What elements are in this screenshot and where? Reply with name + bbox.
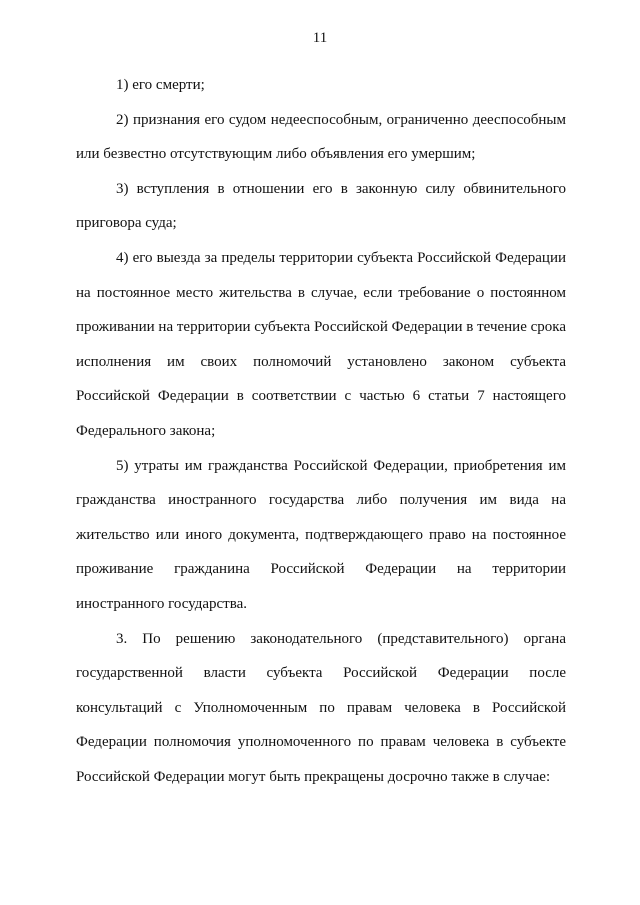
page-number: 11 bbox=[312, 30, 328, 46]
paragraph-item-3-conviction: 3) вступления в отношении его в законную силу обвинительного приговора суда; bbox=[76, 180, 566, 232]
document-body bbox=[76, 68, 566, 794]
paragraph-item-1-death: 1) его смерти; bbox=[116, 77, 205, 93]
paragraph-clause-3-early-termination: 3. По решению законодательного (представительного) органа государственной власти субъекта Российской Федерации после консультаций с Уполномоченным по правам человека в Российской Федерации полномочия уполномоченного по правам человека в субъекте Российской Федерации могут быть прекращены досрочно также в случае: bbox=[76, 630, 566, 785]
paragraph-item-2-incapacity: 2) признания его судом недееспособным, ограниченно дееспособным или безвестно отсутствующим либо объявления его умершим; bbox=[76, 111, 566, 163]
paragraph-item-4-departure: 4) его выезда за пределы территории субъекта Российской Федерации на постоянное место жительства в случае, если требование о постоянном проживании на территории субъекта Российской Федерации в течение срока исполнения им своих полномочий установлено законом субъекта Российской Федерации в соответствии с частью 6 статьи 7 настоящего Федерального закона; bbox=[76, 249, 566, 439]
paragraph-item-5-citizenship: 5) утраты им гражданства Российской Федерации, приобретения им гражданства иностранного государства либо получения им вида на жительство или иного документа, подтверждающего право на постоянное проживание гражданина Российской Федерации на территории иностранного государства. bbox=[76, 457, 566, 612]
